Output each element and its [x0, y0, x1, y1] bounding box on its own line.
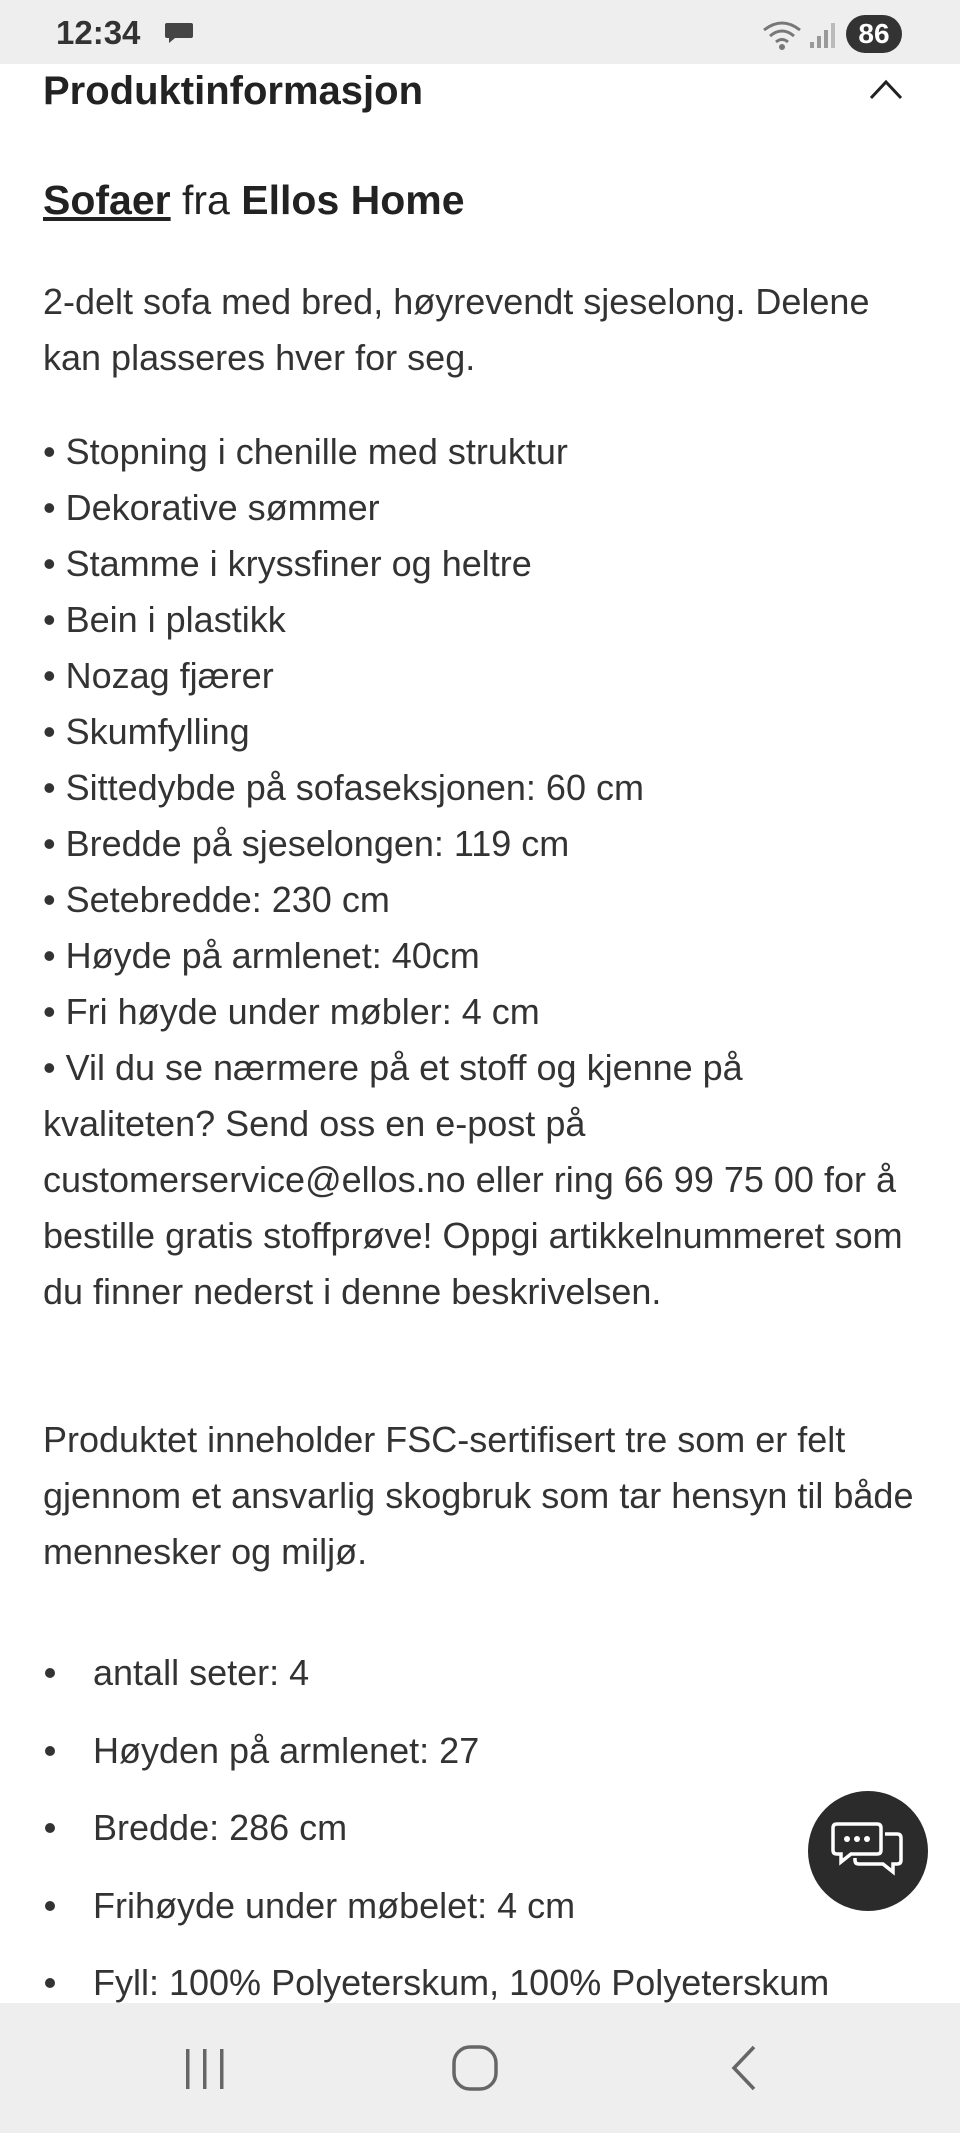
home-icon[interactable] — [450, 2043, 500, 2093]
spec-item — [43, 1867, 923, 1945]
status-bar — [0, 0, 960, 64]
feature-item: • Dekorative sømmer — [43, 487, 380, 528]
chat-button[interactable] — [808, 1791, 928, 1911]
battery-icon: 86 — [846, 15, 902, 53]
product-info-header[interactable] — [0, 64, 960, 124]
chevron-up-icon[interactable] — [868, 76, 904, 102]
feature-item: • Bredde på sjeselongen: 119 cm — [43, 823, 570, 864]
feature-item: • Høyde på armlenet: 40cm — [43, 935, 480, 976]
bullet-icon — [45, 1823, 55, 1833]
feature-item: • Stamme i kryssfiner og heltre — [43, 543, 532, 584]
product-description: 2-delt sofa med bred, høyrevendt sjeselong. Delene kan plasseres hver for seg. — [43, 281, 870, 378]
section-title: Produktinformasjon — [43, 69, 424, 113]
feature-item: • Vil du se nærmere på et stoff og kjenne på kvaliteten? Send oss en e-post på customerservice@ellos.no eller ring 66 99 75 00 for å bestille gratis stoffprøve! Oppgi artikkelnummeret som du finner nederst i denne beskrivelsen. — [43, 1047, 903, 1312]
feature-item: • Setebredde: 230 cm — [43, 879, 390, 920]
feature-item: • Skumfylling — [43, 711, 250, 752]
chat-bubble-icon — [164, 21, 194, 45]
spec-text: Frihøyde under møbelet: 4 cm — [93, 1884, 576, 1926]
recent-apps-icon[interactable] — [180, 2047, 230, 2091]
spec-item — [43, 1712, 923, 1790]
bullet-icon — [45, 1668, 55, 1678]
chat-icon — [831, 1820, 905, 1882]
category-link[interactable]: Sofaer — [43, 177, 171, 223]
feature-list — [43, 424, 923, 1320]
spec-text: antall seter: 4 — [93, 1652, 310, 1693]
system-nav-bar — [0, 2003, 960, 2133]
spec-item — [43, 1634, 923, 1712]
wifi-icon — [762, 18, 802, 52]
spec-item — [43, 1789, 923, 1867]
bullet-icon — [45, 1978, 55, 1988]
brand-line — [43, 168, 923, 232]
bullet-icon — [45, 1901, 55, 1911]
back-icon[interactable] — [726, 2043, 760, 2093]
bullet-icon — [45, 1746, 55, 1756]
feature-item: • Nozag fjærer — [43, 655, 274, 696]
spec-text: Høyden på armlenet: 27 — [93, 1729, 480, 1771]
feature-item: • Stopning i chenille med struktur — [43, 431, 568, 472]
spec-text: Bredde: 286 cm — [93, 1807, 348, 1848]
spec-text: Fyll: 100% Polyeterskum, 100% Polyeterskum — [93, 1962, 830, 2003]
feature-item: • Bein i plastikk — [43, 599, 286, 640]
status-time: 12:34 — [56, 14, 141, 51]
feature-item: • Fri høyde under møbler: 4 cm — [43, 991, 540, 1032]
product-info-body — [43, 168, 923, 232]
spec-list — [43, 1634, 923, 2022]
brand-connector: fra — [182, 177, 230, 223]
feature-item: • Sittedybde på sofaseksjonen: 60 cm — [43, 767, 644, 808]
brand-name: Ellos Home — [241, 177, 465, 223]
fsc-statement: Produktet inneholder FSC-sertifisert tre som er felt gjennom et ansvarlig skogbruk som tar hensyn til både mennesker og miljø. — [43, 1419, 914, 1572]
signal-icon — [808, 20, 838, 50]
